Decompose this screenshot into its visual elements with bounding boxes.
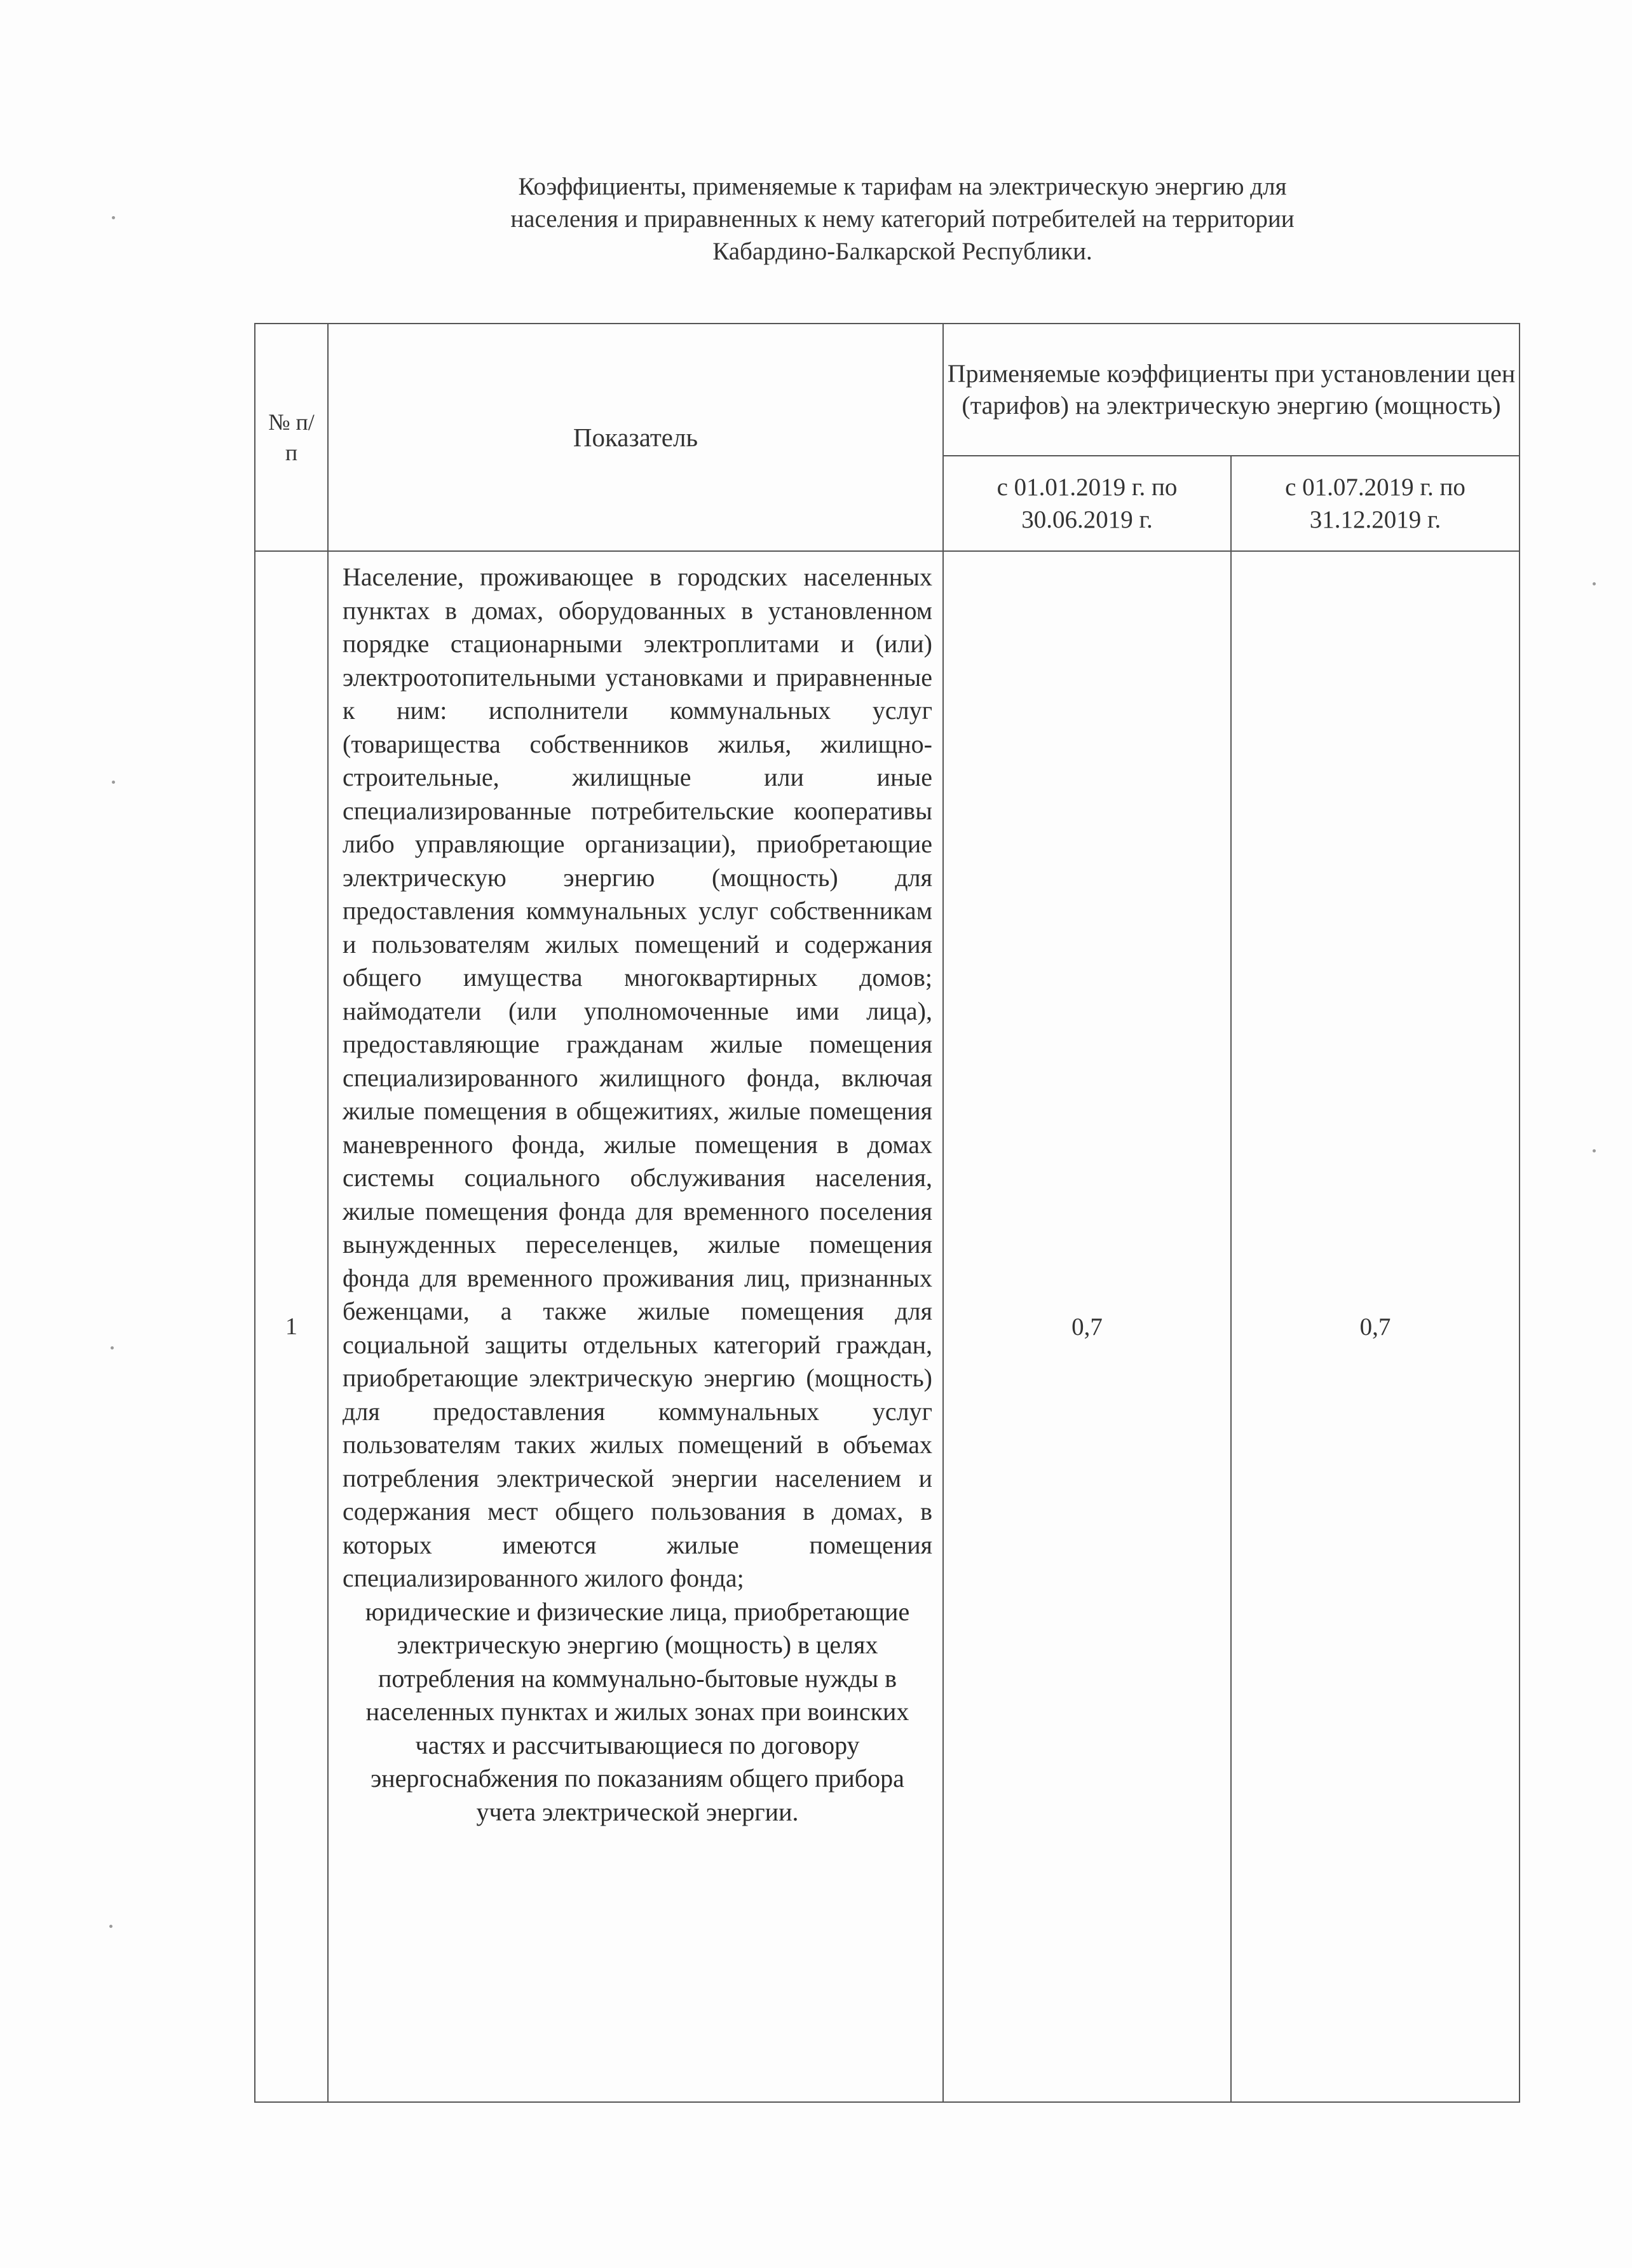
scan-speck [109, 1925, 112, 1928]
scan-speck [1593, 1149, 1596, 1152]
header-coefficients-group: Применяемые коэффициенты при установлении цен (тарифов) на электрическую энергию (мощность) [943, 324, 1520, 456]
title-line: населения и приравненных к нему категорий потребителей на территории [510, 205, 1295, 233]
header-indicator: Показатель [328, 324, 943, 551]
coefficients-table [254, 323, 1520, 2103]
coefficient-value-period-1: 0,7 [943, 551, 1231, 2102]
row-indicator-text [328, 551, 943, 2102]
header-period-1 [943, 456, 1231, 551]
header-number [255, 324, 328, 551]
header-period-2-label: с 01.07.2019 г. по 31.12.2019 г. [1285, 474, 1465, 533]
title-line: Кабардино-Балкарской Республики. [712, 238, 1092, 265]
header-period-1-label: с 01.01.2019 г. по 30.06.2019 г. [996, 474, 1178, 533]
scan-speck [112, 781, 115, 784]
table-row [255, 551, 1520, 2102]
table-header-row [255, 324, 1520, 456]
coefficient-value-period-2: 0,7 [1231, 551, 1520, 2102]
scan-speck [1593, 582, 1596, 585]
title-line: Коэффициенты, применяемые к тарифам на электрическую энергию для [518, 173, 1287, 200]
document-title [356, 170, 1449, 268]
indicator-main-text: Население, проживающее в городских населенных пунктах в домах, оборудованных в установленном порядке стационарными электроплитами и (или) электроотопительными установками и приравненные к ним: исполнители коммунальных услуг (товарищества собственников жилья, жилищно-строительные, жилищные или иные специализированные потребительские кооперативы либо управляющие организации), приобретающие электрическую энергию (мощность) для предоставления коммунальных услуг собственникам и пользователям жилых помещений и содержания общего имущества многоквартирных домов; наймодатели (или уполномоченные ими лица), предоставляющие гражданам жилые помещения специализированного жилищного фонда, включая жилые помещения в общежитиях, жилые помещения маневренного фонда, жилые помещения в домах системы социального обслуживания населения, жилые помещения фонда для временного поселения вынужденных переселенцев, жилые помещения фонда для временного проживания лиц, признанных беженцами, а также жилые помещения для социальной защиты отдельных категорий граждан, приобретающие электрическую энергию (мощность) для предоставления коммунальных услуг пользователям таких жилых помещений в объемах потребления электрической энергии населением и содержания мест общего пользования в домах, в которых имеются жилые помещения специализированного жилого фонда; [343, 563, 932, 1592]
row-number: 1 [255, 551, 328, 2102]
scan-speck [111, 1346, 114, 1349]
header-period-2 [1231, 456, 1520, 551]
header-number-label: № п/п [268, 409, 315, 465]
scan-speck [112, 216, 115, 219]
indicator-tail-text: юридические и физические лица, приобретающие электрическую энергию (мощность) в целях потребления на коммунально-бытовые нужды в населенных пунктах и жилых зонах при воинских частях и рассчитывающиеся по договору энергоснабжения по показаниям общего прибора учета электрической энергии. [365, 1597, 910, 1826]
